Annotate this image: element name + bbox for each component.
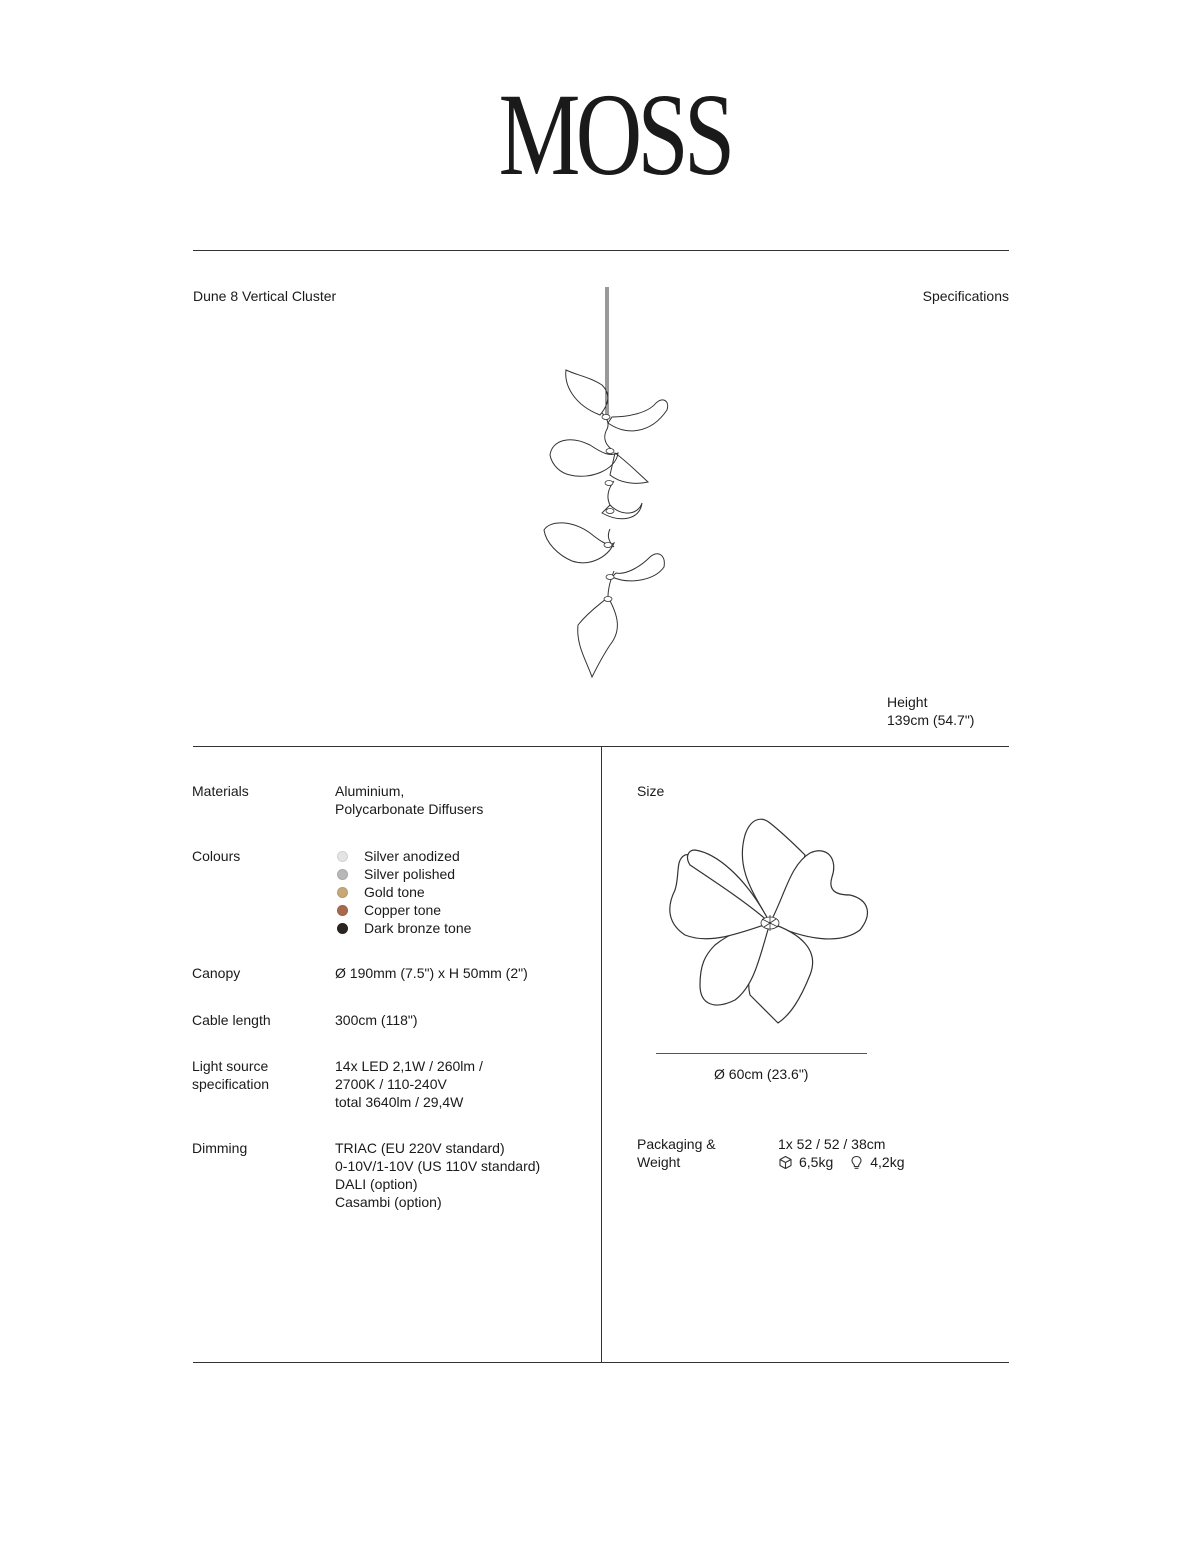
light-source-label: Light source specification [192,1058,270,1092]
colour-swatch-dot [337,851,348,862]
colour-name: Gold tone [364,884,425,900]
height-label: Height [887,694,928,710]
diameter-rule [656,1053,867,1054]
top-view-illustration [660,815,880,1025]
colour-swatch-dot [337,905,348,916]
top-divider [193,250,1009,251]
colour-name: Dark bronze tone [364,920,472,936]
colour-item [336,883,471,901]
packaging-dimensions: 1x 52 / 52 / 38cm [778,1136,886,1152]
materials-value: Aluminium, Polycarbonate Diffusers [335,783,484,817]
colour-swatch-dot [337,923,348,934]
diameter-value: Ø 60cm (23.6") [714,1066,809,1082]
colour-item [336,865,471,883]
size-label: Size [637,783,665,799]
product-name: Dune 8 Vertical Cluster [193,288,337,304]
colour-item [336,901,471,919]
colour-name: Silver anodized [364,848,460,864]
bulb-icon [849,1155,864,1170]
vertical-cluster-illustration [530,285,690,685]
brand-logo [470,70,730,200]
colour-swatch-dot [337,887,348,898]
height-value: 139cm (54.7") [887,712,975,728]
colour-swatch-dot [337,869,348,880]
packaging-weights [778,1153,905,1171]
cable-length-value: 300cm (118") [335,1012,418,1028]
cable-length-label: Cable length [192,1012,271,1028]
colour-name: Copper tone [364,902,442,918]
section-title: Specifications [922,288,1009,304]
box-icon [778,1155,793,1170]
product-weight: 4,2kg [870,1154,905,1170]
canopy-label: Canopy [192,965,241,981]
canopy-value: Ø 190mm (7.5") x H 50mm (2") [335,965,528,981]
dimming-label: Dimming [192,1140,248,1156]
materials-label: Materials [192,783,249,799]
colour-name: Silver polished [364,866,456,882]
packaging-label: Packaging & Weight [637,1136,716,1170]
colour-item [336,919,471,937]
dimming-value: TRIAC (EU 220V standard) 0-10V/1-10V (US 110V standard) DALI (option) Casambi (option) [335,1140,541,1210]
light-source-value: 14x LED 2,1W / 260lm / 2700K / 110-240V total 3640lm / 29,4W [335,1058,483,1110]
package-weight: 6,5kg [799,1154,834,1170]
colour-item [336,847,471,865]
brand-logo-text: MOSS [498,69,731,200]
colours-label: Colours [192,848,241,864]
column-divider [601,746,602,1362]
colour-swatch-list [336,847,471,937]
bottom-divider [193,1362,1009,1363]
